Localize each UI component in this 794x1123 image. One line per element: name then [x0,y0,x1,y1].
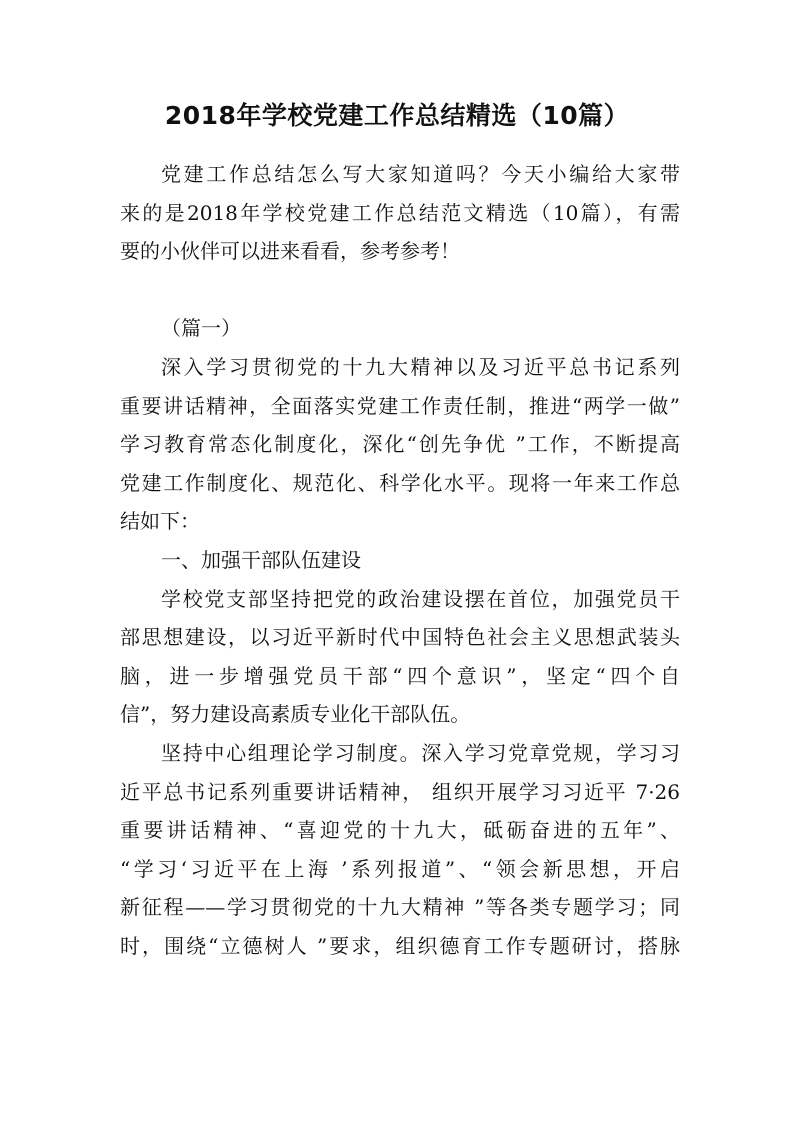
section-heading: 一、加强干部队伍建设 [161,547,361,572]
paragraph-line: 来的是2018年学校党建工作总结范文精选（10篇），有需 [120,200,680,225]
paragraph-line: 结如下： [120,509,200,534]
section-label: （篇一） [161,316,241,341]
paragraph-line: 部思想建设，以习近平新时代中国特色社会主义思想武装头 [120,625,680,650]
paragraph-line: 深入学习贯彻党的十九大精神以及习近平总书记系列 [161,354,680,379]
paragraph-line: 党建工作制度化、规范化、科学化水平。现将一年来工作总 [120,470,680,495]
blank-line [120,271,680,310]
paragraph-line: 学习教育常态化制度化，深化“创先争优 ”工作，不断提高 [120,432,680,457]
paragraph-line: 信”，努力建设高素质专业化干部队伍。 [120,702,471,727]
paragraph-line: 学校党支部坚持把党的政治建设摆在首位，加强党员干 [161,586,680,611]
paragraph-line: “学习‘习近平在上海 ’系列报道”、“领会新思想，开启 [120,856,680,881]
paragraph-line: 重要讲话精神，全面落实党建工作责任制，推进“两学一做” [120,393,680,418]
paragraph-line: 要的小伙伴可以进来看看，参考参考！ [120,239,460,264]
paragraph-line: 党建工作总结怎么写大家知道吗？今天小编给大家带 [161,162,680,186]
paragraph-line: 重要讲话精神、“喜迎党的十九大，砥砺奋进的五年”、 [120,818,680,843]
paragraph-line: 新征程——学习贯彻党的十九大精神 ”等各类专题学习；同 [120,895,680,920]
paragraph-line: 近平总书记系列重要讲话精神， 组织开展学习习近平 7·26 [120,779,680,804]
paragraph-line: 坚持中心组理论学习制度。深入学习党章党规，学习习 [161,740,680,765]
paragraph-line: 脑，进一步增强党员干部“四个意识”，坚定“四个自 [120,663,680,688]
document-title: 2018年学校党建工作总结精选（10篇） [164,101,630,130]
document-body [120,155,680,965]
paragraph-line: 时，围绕“立德树人 ”要求，组织德育工作专题研讨，搭脉 [120,933,680,958]
